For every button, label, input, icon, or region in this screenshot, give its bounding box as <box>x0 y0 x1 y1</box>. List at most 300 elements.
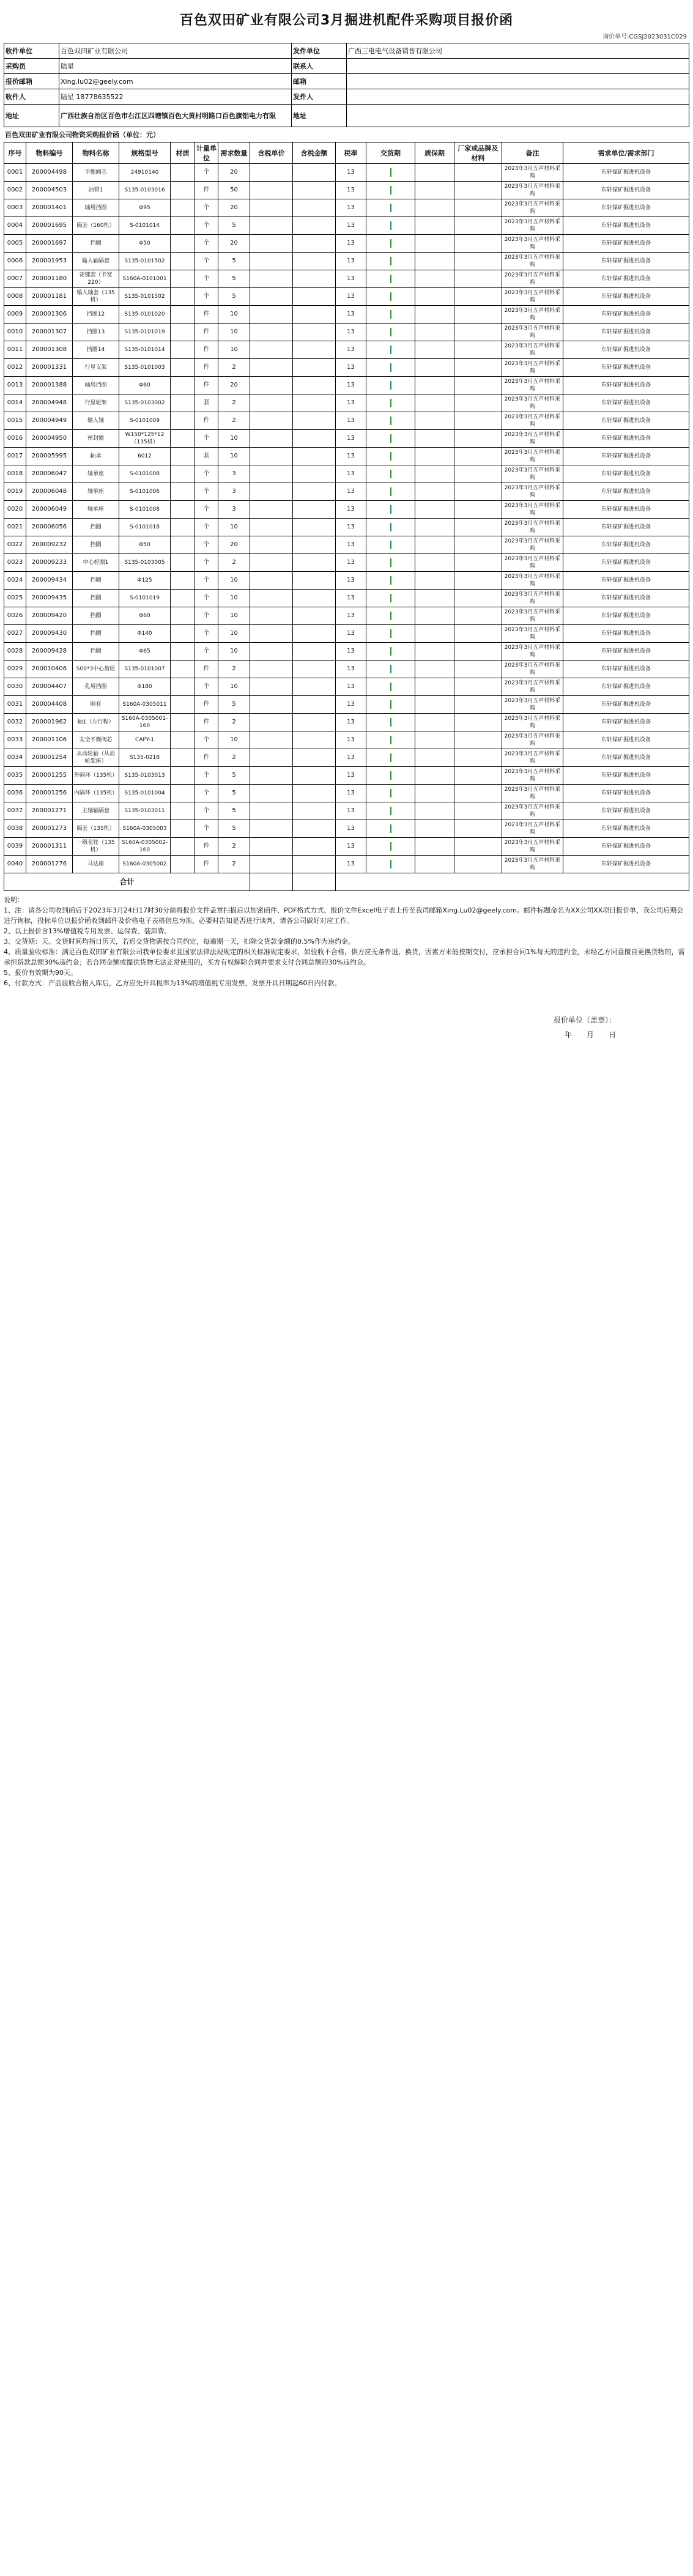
brand-cell[interactable] <box>454 536 502 554</box>
remark-cell: 2023年3月五声材料采购 <box>502 341 563 359</box>
quantity-cell: 20 <box>218 536 250 554</box>
material-cell <box>171 270 195 288</box>
material-code-cell: 200009435 <box>26 590 73 607</box>
address2-value[interactable] <box>347 105 689 127</box>
brand-cell[interactable] <box>454 767 502 785</box>
warranty-cell[interactable] <box>415 341 454 359</box>
warranty-cell[interactable] <box>415 661 454 678</box>
amount-cell[interactable] <box>293 394 336 412</box>
material-name-cell: 中心轮圈1 <box>73 554 119 572</box>
warranty-cell[interactable] <box>415 536 454 554</box>
brand-cell[interactable] <box>454 661 502 678</box>
warranty-cell[interactable] <box>415 820 454 838</box>
unit-price-cell[interactable] <box>250 838 293 856</box>
quantity-cell: 50 <box>218 182 250 199</box>
unit-price-cell[interactable] <box>250 696 293 714</box>
spec-cell: 24910140 <box>119 164 171 182</box>
brand-cell[interactable] <box>454 820 502 838</box>
unit-price-cell[interactable] <box>250 519 293 536</box>
amount-cell[interactable] <box>293 536 336 554</box>
unit-price-cell[interactable] <box>250 714 293 731</box>
brand-cell[interactable] <box>454 802 502 820</box>
delivery-cell[interactable] <box>366 164 415 182</box>
material-code-cell: 200001308 <box>26 341 73 359</box>
tax-rate-cell: 13 <box>336 483 366 501</box>
warranty-cell[interactable] <box>415 359 454 377</box>
amount-cell[interactable] <box>293 448 336 465</box>
quantity-cell: 2 <box>218 359 250 377</box>
warranty-cell[interactable] <box>415 572 454 590</box>
amount-cell[interactable] <box>293 696 336 714</box>
amount-cell[interactable] <box>293 856 336 873</box>
brand-cell[interactable] <box>454 430 502 448</box>
delivery-cell[interactable] <box>366 341 415 359</box>
brand-cell[interactable] <box>454 590 502 607</box>
remark-cell: 2023年3月五声材料采购 <box>502 501 563 519</box>
material-cell <box>171 306 195 324</box>
material-name-cell: 挡圈13 <box>73 324 119 341</box>
receiver-value: 陆星 18778635522 <box>59 89 292 105</box>
total-amount-cell[interactable] <box>293 873 336 891</box>
cell-marker <box>390 505 391 514</box>
amount-cell[interactable] <box>293 182 336 199</box>
delivery-cell[interactable] <box>366 625 415 643</box>
amount-cell[interactable] <box>293 253 336 270</box>
amount-cell[interactable] <box>293 661 336 678</box>
delivery-cell[interactable] <box>366 235 415 253</box>
unit-price-cell[interactable] <box>250 731 293 749</box>
amount-cell[interactable] <box>293 483 336 501</box>
unit-cell: 套 <box>195 448 218 465</box>
material-code-cell: 200004503 <box>26 182 73 199</box>
delivery-cell[interactable] <box>366 696 415 714</box>
remark-cell: 2023年3月五声材料采购 <box>502 359 563 377</box>
row-number-cell: 0029 <box>4 661 26 678</box>
delivery-cell[interactable] <box>366 802 415 820</box>
amount-cell[interactable] <box>293 643 336 661</box>
quotation-page <box>0 0 693 1054</box>
delivery-cell[interactable] <box>366 377 415 394</box>
delivery-cell[interactable] <box>366 536 415 554</box>
unit-price-cell[interactable] <box>250 412 293 430</box>
brand-cell[interactable] <box>454 235 502 253</box>
warranty-cell[interactable] <box>415 856 454 873</box>
brand-cell[interactable] <box>454 519 502 536</box>
delivery-cell[interactable] <box>366 465 415 483</box>
department-cell: 东轩煤矿掘进机设备 <box>563 625 689 643</box>
warranty-cell[interactable] <box>415 678 454 696</box>
brand-cell[interactable] <box>454 714 502 731</box>
warranty-cell[interactable] <box>415 253 454 270</box>
delivery-cell[interactable] <box>366 678 415 696</box>
tax-rate-cell: 13 <box>336 785 366 802</box>
material-cell <box>171 661 195 678</box>
material-name-cell: 轴1（左行程） <box>73 714 119 731</box>
send-person-value[interactable] <box>347 89 689 105</box>
brand-cell[interactable] <box>454 182 502 199</box>
brand-cell[interactable] <box>454 554 502 572</box>
unit-price-cell[interactable] <box>250 820 293 838</box>
table-row <box>4 785 689 802</box>
amount-cell[interactable] <box>293 412 336 430</box>
delivery-cell[interactable] <box>366 519 415 536</box>
amount-cell[interactable] <box>293 217 336 235</box>
delivery-cell[interactable] <box>366 324 415 341</box>
amount-cell[interactable] <box>293 235 336 253</box>
delivery-cell[interactable] <box>366 785 415 802</box>
spec-cell: S135-0103002 <box>119 394 171 412</box>
delivery-cell[interactable] <box>366 767 415 785</box>
delivery-cell[interactable] <box>366 856 415 873</box>
cell-marker <box>390 487 391 496</box>
brand-cell[interactable] <box>454 465 502 483</box>
contact-value[interactable] <box>347 59 689 74</box>
warranty-cell[interactable] <box>415 696 454 714</box>
table-row <box>4 448 689 465</box>
amount-cell[interactable] <box>293 572 336 590</box>
unit-price-cell[interactable] <box>250 785 293 802</box>
material-code-cell: 200001271 <box>26 802 73 820</box>
brand-cell[interactable] <box>454 483 502 501</box>
table-row <box>4 749 689 767</box>
warranty-cell[interactable] <box>415 519 454 536</box>
tax-rate-cell: 13 <box>336 820 366 838</box>
unit-price-cell[interactable] <box>250 377 293 394</box>
warranty-cell[interactable] <box>415 607 454 625</box>
material-code-cell: 200001106 <box>26 731 73 749</box>
unit-cell: 个 <box>195 572 218 590</box>
delivery-cell[interactable] <box>366 731 415 749</box>
unit-price-cell[interactable] <box>250 661 293 678</box>
delivery-cell[interactable] <box>366 199 415 217</box>
warranty-cell[interactable] <box>415 412 454 430</box>
spec-cell: 6012 <box>119 448 171 465</box>
department-cell: 东轩煤矿掘进机设备 <box>563 217 689 235</box>
email-value[interactable]: Xing.lu02@geely.com <box>59 74 292 89</box>
department-cell: 东轩煤矿掘进机设备 <box>563 483 689 501</box>
warranty-cell[interactable] <box>415 785 454 802</box>
brand-cell[interactable] <box>454 270 502 288</box>
unit-price-cell[interactable] <box>250 554 293 572</box>
unit-price-cell[interactable] <box>250 465 293 483</box>
unit-price-cell[interactable] <box>250 856 293 873</box>
tax-rate-cell: 13 <box>336 714 366 731</box>
amount-cell[interactable] <box>293 554 336 572</box>
warranty-cell[interactable] <box>415 182 454 199</box>
table-row <box>4 678 689 696</box>
brand-cell[interactable] <box>454 394 502 412</box>
warranty-cell[interactable] <box>415 465 454 483</box>
brand-cell[interactable] <box>454 501 502 519</box>
unit-price-cell[interactable] <box>250 607 293 625</box>
amount-cell[interactable] <box>293 164 336 182</box>
total-unit-price-cell[interactable] <box>250 873 293 891</box>
delivery-cell[interactable] <box>366 572 415 590</box>
brand-cell[interactable] <box>454 678 502 696</box>
spec-cell: Φ60 <box>119 377 171 394</box>
delivery-cell[interactable] <box>366 714 415 731</box>
delivery-cell[interactable] <box>366 554 415 572</box>
amount-cell[interactable] <box>293 306 336 324</box>
quantity-cell: 10 <box>218 306 250 324</box>
department-cell: 东轩煤矿掘进机设备 <box>563 607 689 625</box>
delivery-cell[interactable] <box>366 412 415 430</box>
unit-price-cell[interactable] <box>250 536 293 554</box>
delivery-cell[interactable] <box>366 820 415 838</box>
amount-cell[interactable] <box>293 820 336 838</box>
delivery-cell[interactable] <box>366 253 415 270</box>
brand-cell[interactable] <box>454 856 502 873</box>
quantity-cell: 10 <box>218 430 250 448</box>
amount-cell[interactable] <box>293 749 336 767</box>
brand-cell[interactable] <box>454 625 502 643</box>
unit-price-cell[interactable] <box>250 749 293 767</box>
brand-cell[interactable] <box>454 288 502 306</box>
unit-price-cell[interactable] <box>250 324 293 341</box>
warranty-cell[interactable] <box>415 625 454 643</box>
brand-cell[interactable] <box>454 731 502 749</box>
delivery-cell[interactable] <box>366 394 415 412</box>
warranty-cell[interactable] <box>415 394 454 412</box>
warranty-cell[interactable] <box>415 554 454 572</box>
delivery-cell[interactable] <box>366 288 415 306</box>
quantity-cell: 2 <box>218 412 250 430</box>
brand-cell[interactable] <box>454 838 502 856</box>
brand-cell[interactable] <box>454 749 502 767</box>
delivery-cell[interactable] <box>366 448 415 465</box>
amount-cell[interactable] <box>293 731 336 749</box>
remark-cell: 2023年3月五声材料采购 <box>502 217 563 235</box>
warranty-cell[interactable] <box>415 217 454 235</box>
brand-cell[interactable] <box>454 324 502 341</box>
remark-cell: 2023年3月五声材料采购 <box>502 412 563 430</box>
unit-price-cell[interactable] <box>250 341 293 359</box>
remark-cell: 2023年3月五声材料采购 <box>502 607 563 625</box>
remark-cell: 2023年3月五声材料采购 <box>502 519 563 536</box>
tax-rate-cell: 13 <box>336 465 366 483</box>
sender-value: 广西三电电气设备销售有限公司 <box>347 43 689 59</box>
amount-cell[interactable] <box>293 590 336 607</box>
amount-cell[interactable] <box>293 377 336 394</box>
unit-price-cell[interactable] <box>250 199 293 217</box>
material-cell <box>171 217 195 235</box>
unit-price-cell[interactable] <box>250 253 293 270</box>
amount-cell[interactable] <box>293 678 336 696</box>
amount-cell[interactable] <box>293 341 336 359</box>
brand-cell[interactable] <box>454 377 502 394</box>
unit-price-cell[interactable] <box>250 306 293 324</box>
warranty-cell[interactable] <box>415 288 454 306</box>
brand-cell[interactable] <box>454 607 502 625</box>
brand-cell[interactable] <box>454 253 502 270</box>
amount-cell[interactable] <box>293 785 336 802</box>
amount-cell[interactable] <box>293 838 336 856</box>
delivery-cell[interactable] <box>366 607 415 625</box>
warranty-cell[interactable] <box>415 164 454 182</box>
department-cell: 东轩煤矿掘进机设备 <box>563 288 689 306</box>
warranty-cell[interactable] <box>415 199 454 217</box>
material-name-cell: S00*3中心齿轮 <box>73 661 119 678</box>
amount-cell[interactable] <box>293 359 336 377</box>
brand-cell[interactable] <box>454 696 502 714</box>
warranty-cell[interactable] <box>415 714 454 731</box>
unit-price-cell[interactable] <box>250 164 293 182</box>
brand-cell[interactable] <box>454 572 502 590</box>
table-row <box>4 235 689 253</box>
table-row <box>4 324 689 341</box>
amount-cell[interactable] <box>293 199 336 217</box>
unit-price-cell[interactable] <box>250 235 293 253</box>
material-name-cell: 从动轮轴（从动轮架座） <box>73 749 119 767</box>
unit-price-cell[interactable] <box>250 430 293 448</box>
warranty-cell[interactable] <box>415 767 454 785</box>
department-cell: 东轩煤矿掘进机设备 <box>563 802 689 820</box>
material-code-cell: 200001331 <box>26 359 73 377</box>
unit-price-cell[interactable] <box>250 625 293 643</box>
material-code-cell: 200010406 <box>26 661 73 678</box>
unit-price-cell[interactable] <box>250 359 293 377</box>
department-cell: 东轩煤矿掘进机设备 <box>563 838 689 856</box>
sender-label: 发件单位 <box>292 43 347 59</box>
warranty-cell[interactable] <box>415 749 454 767</box>
brand-cell[interactable] <box>454 359 502 377</box>
delivery-cell[interactable] <box>366 359 415 377</box>
brand-cell[interactable] <box>454 217 502 235</box>
tax-rate-cell: 13 <box>336 199 366 217</box>
table-row <box>4 519 689 536</box>
delivery-cell[interactable] <box>366 483 415 501</box>
amount-cell[interactable] <box>293 767 336 785</box>
material-cell <box>171 394 195 412</box>
amount-cell[interactable] <box>293 802 336 820</box>
unit-price-cell[interactable] <box>250 501 293 519</box>
warranty-cell[interactable] <box>415 235 454 253</box>
unit-price-cell[interactable] <box>250 802 293 820</box>
warranty-cell[interactable] <box>415 306 454 324</box>
unit-price-cell[interactable] <box>250 288 293 306</box>
delivery-cell[interactable] <box>366 306 415 324</box>
table-row <box>4 182 689 199</box>
material-name-cell: 马达座 <box>73 856 119 873</box>
brand-cell[interactable] <box>454 341 502 359</box>
spec-cell: S135-0103013 <box>119 767 171 785</box>
delivery-cell[interactable] <box>366 430 415 448</box>
unit-price-cell[interactable] <box>250 270 293 288</box>
delivery-cell[interactable] <box>366 643 415 661</box>
brand-cell[interactable] <box>454 643 502 661</box>
amount-cell[interactable] <box>293 324 336 341</box>
material-code-cell: 200001273 <box>26 820 73 838</box>
amount-cell[interactable] <box>293 270 336 288</box>
brand-cell[interactable] <box>454 448 502 465</box>
amount-cell[interactable] <box>293 714 336 731</box>
amount-cell[interactable] <box>293 519 336 536</box>
unit-cell: 个 <box>195 554 218 572</box>
material-name-cell: 挡圈14 <box>73 341 119 359</box>
spec-cell: S-0101019 <box>119 590 171 607</box>
material-cell <box>171 288 195 306</box>
unit-price-cell[interactable] <box>250 643 293 661</box>
unit-price-cell[interactable] <box>250 767 293 785</box>
amount-cell[interactable] <box>293 625 336 643</box>
unit-price-cell[interactable] <box>250 590 293 607</box>
unit-cell: 个 <box>195 607 218 625</box>
amount-cell[interactable] <box>293 288 336 306</box>
amount-cell[interactable] <box>293 430 336 448</box>
table-row <box>4 164 689 182</box>
warranty-cell[interactable] <box>415 731 454 749</box>
delivery-cell[interactable] <box>366 838 415 856</box>
column-header: 序号 <box>4 142 26 164</box>
unit-price-cell[interactable] <box>250 678 293 696</box>
amount-cell[interactable] <box>293 607 336 625</box>
warranty-cell[interactable] <box>415 643 454 661</box>
mail-value[interactable] <box>347 74 689 89</box>
quantity-cell: 5 <box>218 288 250 306</box>
brand-cell[interactable] <box>454 199 502 217</box>
delivery-cell[interactable] <box>366 749 415 767</box>
unit-price-cell[interactable] <box>250 448 293 465</box>
delivery-cell[interactable] <box>366 217 415 235</box>
tax-rate-cell: 13 <box>336 519 366 536</box>
tax-rate-cell: 13 <box>336 394 366 412</box>
unit-price-cell[interactable] <box>250 182 293 199</box>
row-number-cell: 0024 <box>4 572 26 590</box>
unit-cell: 件 <box>195 661 218 678</box>
delivery-cell[interactable] <box>366 270 415 288</box>
material-code-cell: 200005995 <box>26 448 73 465</box>
delivery-cell[interactable] <box>366 590 415 607</box>
brand-cell[interactable] <box>454 164 502 182</box>
warranty-cell[interactable] <box>415 838 454 856</box>
brand-cell[interactable] <box>454 412 502 430</box>
unit-cell: 件 <box>195 306 218 324</box>
warranty-cell[interactable] <box>415 590 454 607</box>
warranty-cell[interactable] <box>415 483 454 501</box>
warranty-cell[interactable] <box>415 448 454 465</box>
unit-price-cell[interactable] <box>250 483 293 501</box>
brand-cell[interactable] <box>454 785 502 802</box>
receiver-label: 收件人 <box>4 89 59 105</box>
delivery-cell[interactable] <box>366 182 415 199</box>
unit-price-cell[interactable] <box>250 217 293 235</box>
delivery-cell[interactable] <box>366 501 415 519</box>
unit-price-cell[interactable] <box>250 394 293 412</box>
delivery-cell[interactable] <box>366 661 415 678</box>
amount-cell[interactable] <box>293 465 336 483</box>
quantity-cell: 2 <box>218 749 250 767</box>
warranty-cell[interactable] <box>415 501 454 519</box>
quantity-cell: 2 <box>218 661 250 678</box>
unit-cell: 个 <box>195 802 218 820</box>
row-number-cell: 0034 <box>4 749 26 767</box>
amount-cell[interactable] <box>293 501 336 519</box>
unit-price-cell[interactable] <box>250 572 293 590</box>
column-header: 厂家或品牌及材料 <box>454 142 502 164</box>
warranty-cell[interactable] <box>415 430 454 448</box>
row-number-cell: 0030 <box>4 678 26 696</box>
table-row <box>4 306 689 324</box>
brand-cell[interactable] <box>454 306 502 324</box>
department-cell: 东轩煤矿掘进机设备 <box>563 430 689 448</box>
email-label: 报价邮箱 <box>4 74 59 89</box>
warranty-cell[interactable] <box>415 324 454 341</box>
warranty-cell[interactable] <box>415 270 454 288</box>
warranty-cell[interactable] <box>415 802 454 820</box>
warranty-cell[interactable] <box>415 377 454 394</box>
cell-marker <box>390 363 391 372</box>
table-row <box>4 501 689 519</box>
